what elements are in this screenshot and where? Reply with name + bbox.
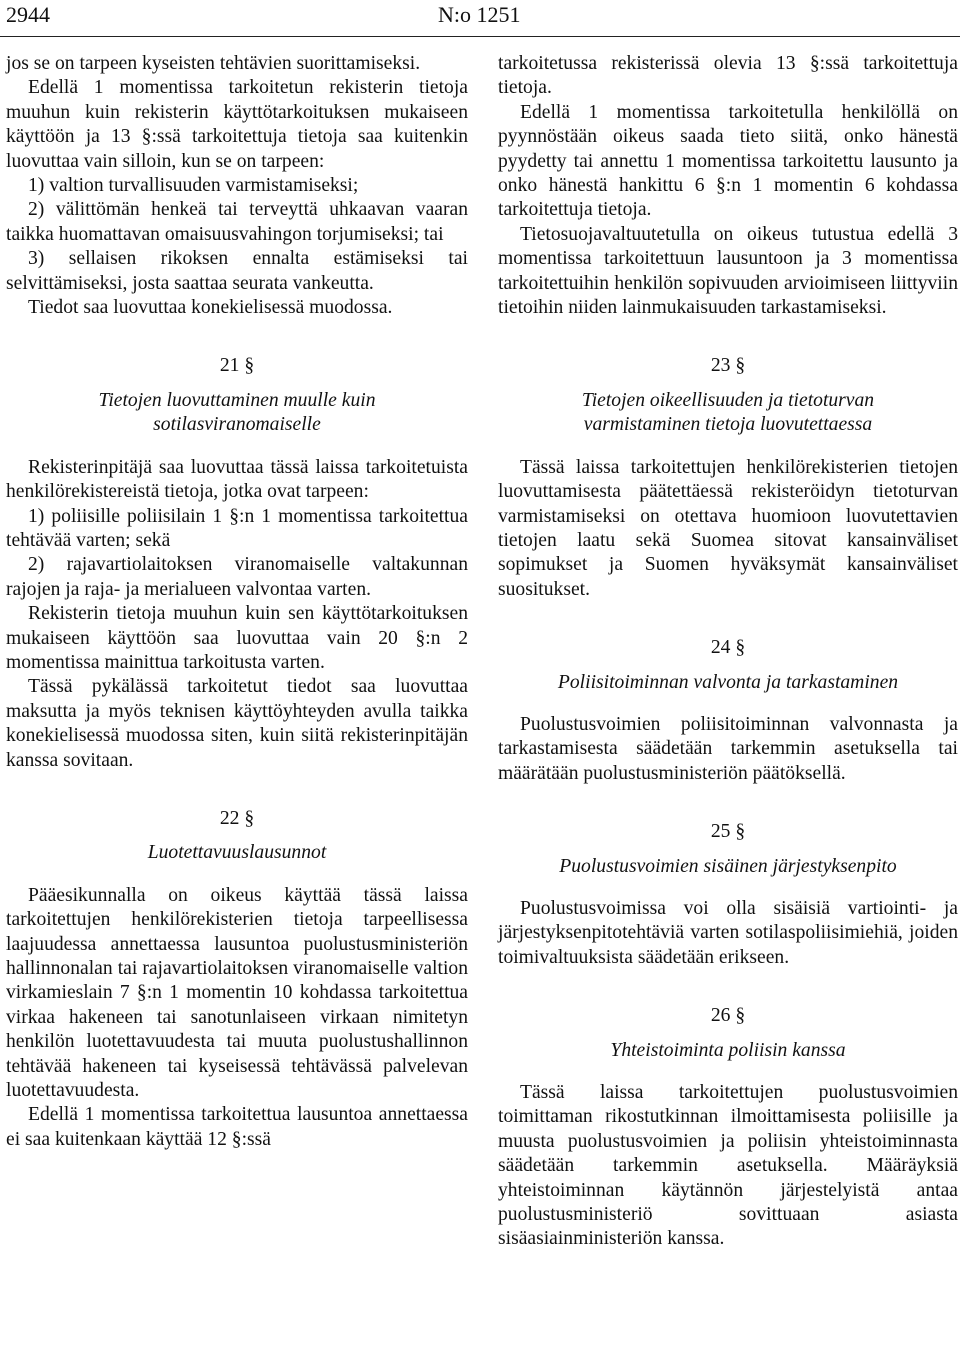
paragraph: Tässä laissa tarkoitettujen puolustusvoimien toimittaman rikostutkinnan ilmoittamisesta poliisille ja muusta puolustusvoimien ja poliisin yhteistoiminnasta säädetään tarkemmin asetuksella. Määräyksiä yhteistoiminnan käytännön järjestelyistä antaa puolustusministeriö sovittuaan asiasta sisäasiainministeriön kanssa. — [498, 1082, 958, 1250]
section-number: 22 § — [219, 807, 255, 829]
page-header — [0, 0, 960, 37]
section-title: Luotettavuuslausunnot — [147, 842, 327, 864]
paragraph: Edellä 1 momentissa tarkoitettua lausuntoa annettaessa ei saa kuitenkaan käyttää 12 §:ssä — [6, 1104, 468, 1150]
paragraph: Edellä 1 momentissa tarkoitetun rekisterin tietoja muuhun kuin rekisterin käyttötarkoituksen mukaiseen käyttöön ja 13 §:ssä tarkoitettuja tietoja saa kuitenkin luovuttaa vain silloin, kun se on tarpeen: — [6, 77, 468, 172]
section-title: Tietojen luovuttaminen muulle kuin sotilasviranomaiselle — [98, 389, 376, 436]
left-column — [6, 52, 468, 1152]
paragraph: Tässä laissa tarkoitettujen henkilörekisterien tietojen luovuttamisesta päätettäessä rekisteröidyn tietoturvan varmistamiseksi on otettava huomioon luovutettavien tietojen laatu sekä Suomea sitovat kansainväliset sopimukset ja Suomen hyväksymät kansainväliset suositukset. — [498, 456, 958, 600]
issue-number: N:o 1251 — [438, 2, 521, 27]
section-number: 21 § — [219, 355, 255, 377]
section-number: 25 § — [710, 821, 746, 843]
list-item: 1) valtion turvallisuuden varmistamiseksi; — [28, 175, 359, 197]
list-item: 3) sellaisen rikoksen ennalta estämiseksi tai selvittämiseksi, josta saattaa seurata vankeutta. — [6, 248, 468, 294]
paragraph: Tietosuojavaltuutetulla on oikeus tutustua edellä 3 momentissa tarkoitettuun lausuntoon ja 3 momentissa tarkoitettuihin henkilön sopivuuden arvioimiseen liittyviin tietoihin niiden lainmukaisuuden tarkastamiseksi. — [498, 223, 958, 319]
paragraph: tarkoitetussa rekisterissä olevia 13 §:ssä tarkoitettuja tietoja. — [498, 53, 958, 99]
paragraph: Edellä 1 momentissa tarkoitetulla henkilöllä on pyynnöstään oikeus saada tieto siitä, onko hänestä pyydetty tai annettu 1 momentissa tarkoitettu lausunto ja onko hänestä hankittu 6 §:n 1 momentin 6 kohdassa tarkoitettuja tietoja. — [498, 101, 958, 221]
paragraph: jos se on tarpeen kyseisten tehtävien suorittamiseksi. — [6, 53, 421, 74]
list-item: 1) poliisille poliisilain 1 §:n 1 momentissa tarkoitettua tehtävää varten; sekä — [6, 505, 468, 551]
section-title: Yhteistoiminta poliisin kanssa — [610, 1039, 846, 1061]
page-number: 2944 — [6, 2, 50, 27]
section-number: 26 § — [710, 1005, 746, 1027]
paragraph: Rekisterinpitäjä saa luovuttaa tässä laissa tarkoitetuista henkilörekistereistä tietoja, jotka ovat tarpeen: — [6, 456, 468, 503]
section-title: Puolustusvoimien sisäinen järjestyksenpito — [559, 855, 897, 877]
paragraph: Pääesikunnalla on oikeus käyttää tässä laissa tarkoitettujen henkilörekisterien tietoja tarpeellisessa laajuudessa annettaessa lausuntoa puolustusministeriön hallinnonalan tai rajavartiolaitoksen viranomaiselle valtion virkamieslain 7 §:n 1 momentin 10 kohdassa tarkoitettua virkaa hakeneen tai sanotunlaiseen virkaan nimitetyn henkilön luotettavuudesta tai muuta puolustushallinnon tehtävää hakeneen tai kyseisessä tehtävässä palvelevan luotettavuudesta. — [6, 884, 468, 1102]
list-item: 2) välittömän henkeä tai terveyttä uhkaavan vaaran taikka huomattavan omaisuusvahingon torjumiseksi; tai — [6, 199, 468, 245]
section-title: Tietojen oikeellisuuden ja tietoturvan varmistaminen tietoja luovutettaessa — [581, 389, 875, 436]
paragraph: Puolustusvoimissa voi olla sisäisiä vartiointi- ja järjestyksenpitotehtäviä varten sotilaspoliisimiehiä, joiden toimivaltuuksista säädetään erikseen. — [498, 897, 958, 968]
paragraph: Puolustusvoimien poliisitoiminnan valvonnasta ja tarkastamisesta säädetään tarkemmin asetuksella tai määrätään puolustusministeriön päätöksellä. — [498, 713, 958, 784]
section-title: Poliisitoiminnan valvonta ja tarkastaminen — [557, 671, 899, 693]
section-number: 23 § — [710, 355, 746, 377]
section-number: 24 § — [710, 637, 746, 659]
paragraph: Tiedot saa luovuttaa konekielisessä muodossa. — [28, 297, 393, 319]
list-item: 2) rajavartiolaitoksen viranomaiselle valtakunnan rajojen ja raja- ja merialueen valvontaa varten. — [6, 554, 468, 600]
right-column — [498, 52, 958, 1252]
paragraph: Rekisterin tietoja muuhun kuin sen käyttötarkoituksen mukaiseen käyttöön saa luovuttaa vain 20 §:n 2 momentissa mainittua tarkoitusta varten. — [6, 603, 468, 673]
paragraph: Tässä pykälässä tarkoitetut tiedot saa luovuttaa maksutta ja myös teknisen käyttöyhteyden avulla taikka konekielisessä muodossa siten, kuin siitä rekisterinpitäjän kanssa sovitaan. — [6, 676, 468, 771]
